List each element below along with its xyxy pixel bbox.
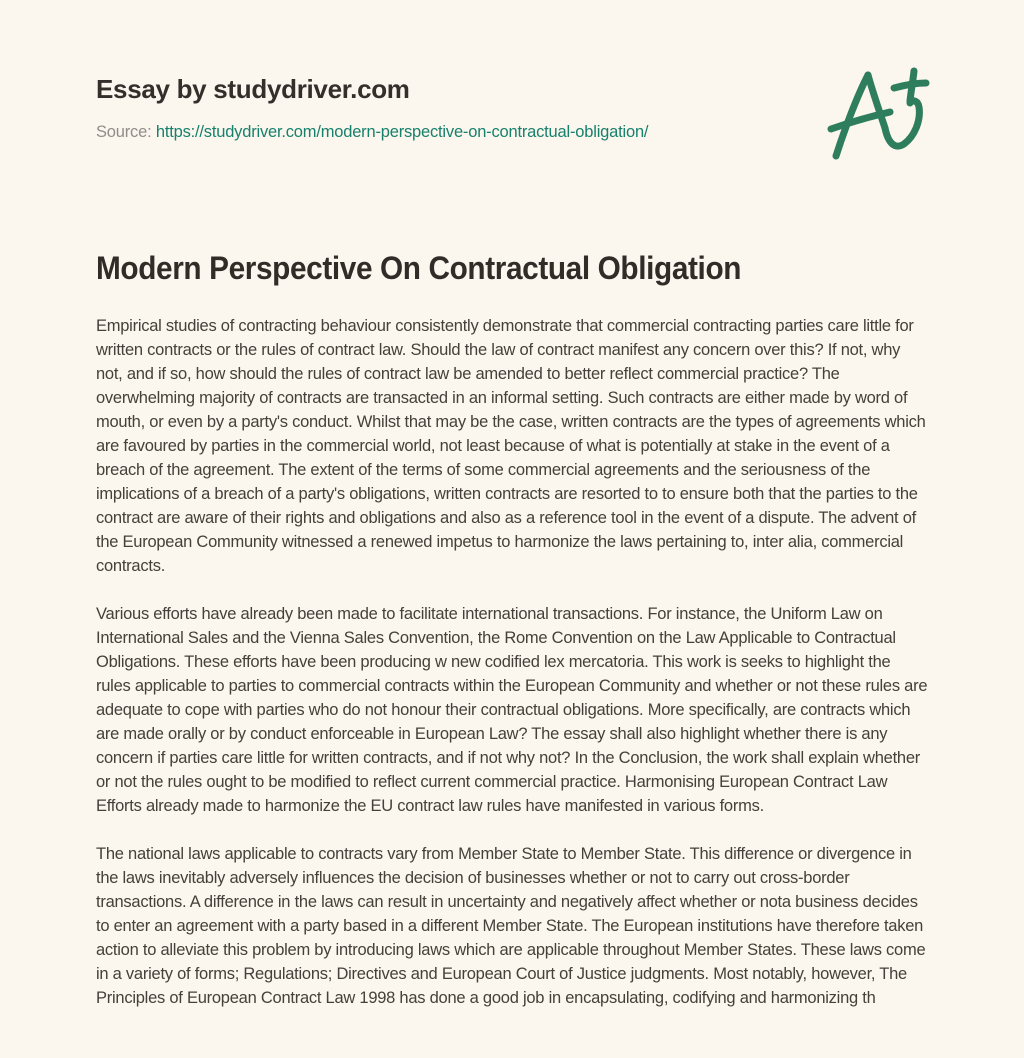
source-label: Source: (96, 123, 152, 141)
logo-plus-horizontal (894, 83, 926, 88)
source-link[interactable]: https://studydriver.com/modern-perspective-on-contractual-obligation/ (155, 123, 649, 141)
essay-paragraph-1: Empirical studies of contracting behaviour consistently demonstrate that commercial contracting parties care little for written contracts or the rules of contract law. Should the law of contract manifest any concern over this? If not, why not, and if so, how should the rules of contract law be amended to better reflect commercial practice? The overwhelming majority of contracts are transacted in an informal setting. Such contracts are either made by word of mouth, or even by a party's conduct. Whilst that may be the case, written contracts are the types of agreements which are favoured by parties in the commercial world, not least because of what is potentially at stake in the event of a breach of the agreement. The extent of the terms of some commercial agreements and the seriousness of the implications of a breach of a party's obligations, written contracts are resorted to to ensure both that the parties to the contract are aware of their rights and obligations and also as a reference tool in the event of a dispute. The advent of the European Community witnessed a renewed impetus to harmonize the laws pertaining to, inter alia, commercial contracts. (96, 317, 926, 575)
essay-paragraph-3: The national laws applicable to contracts vary from Member State to Member State. This difference or divergence in the laws inevitably adversely influences the decision of businesses whether or not to carry out cross-border transactions. A difference in the laws can result in uncertainty and negatively affect whether or nota business decides to enter an agreement with a party based in a different Member State. The European institutions have therefore taken action to alleviate this problem by introducing laws which are applicable throughout Member States. These laws come in a variety of forms; Regulations; Directives and European Court of Justice judgments. Most notably, however, The Principles of European Contract Law 1998 has done a good job in encapsulating, codifying and harmonizing th (96, 845, 926, 1007)
essay-body (96, 314, 928, 1010)
essay-paragraph-2: Various efforts have already been made to facilitate international transactions. For instance, the Uniform Law on International Sales and the Vienna Sales Convention, the Rome Convention on the Law Applicable to Contractual Obligations. These efforts have been producing w new codified lex mercatoria. This work is seeks to highlight the rules applicable to parties to commercial contracts within the European Community and whether or not these rules are adequate to cope with parties who do not honour their contractual obligations. More specifically, are contracts which are made orally or by conduct enforceable in European Law? The essay shall also highlight whether there is any concern if parties care little for written contracts, and if not why not? In the Conclusion, the work shall explain whether or not the rules ought to be modified to reflect current commercial practice. Harmonising European Contract Law Efforts already made to harmonize the EU contract law rules have manifested in various forms. (96, 605, 928, 815)
essay-title: Modern Perspective On Contractual Obligation (96, 250, 742, 286)
a-plus-logo-icon (826, 58, 932, 176)
page-header (96, 74, 928, 142)
source-line (96, 123, 928, 142)
logo-j-hook (885, 101, 919, 146)
page-header-title: Essay by studydriver.com (96, 74, 410, 104)
